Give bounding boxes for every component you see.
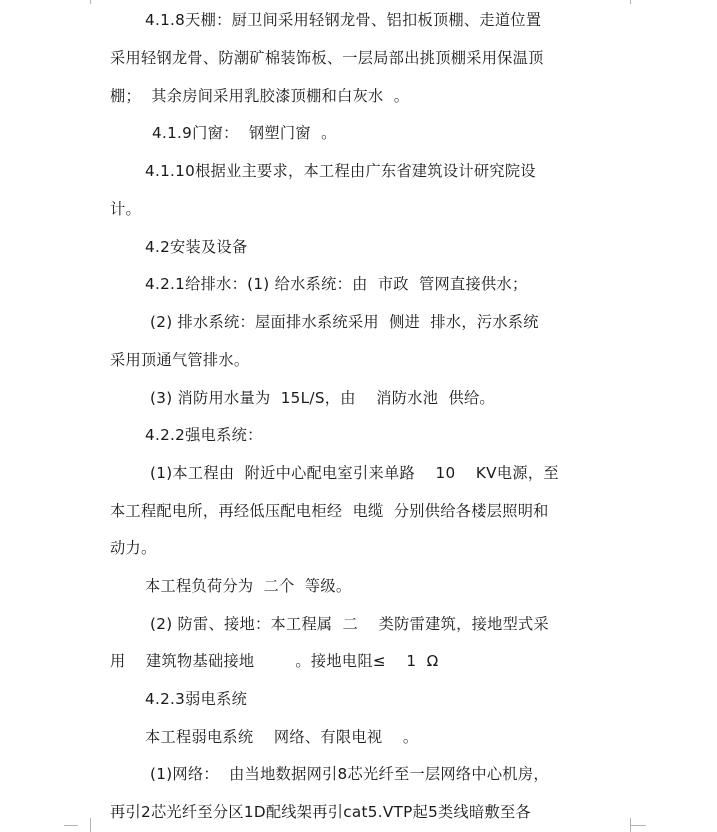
text-line: 采用顶通气管排水。	[110, 351, 250, 369]
text-line: 本工程负荷分为 二个 等级。	[145, 577, 352, 595]
crop-mark-bottom-right-horizontal	[630, 825, 646, 826]
text-line: 本工程弱电系统 网络、有限电视 。	[145, 728, 419, 746]
crop-mark-bottom-left-horizontal	[64, 825, 78, 826]
text-line: 计。	[110, 200, 141, 218]
text-line: (1)网络： 由当地数据网引8芯光纤至一层网络中心机房，	[150, 765, 549, 783]
section-heading: 4.2.2强电系统：	[145, 426, 263, 444]
text-line: (2) 排水系统：屋面排水系统采用 侧进 排水，污水系统	[150, 313, 539, 331]
text-line: 用 建筑物基础接地 。接地电阻≤ 1 Ω	[110, 652, 439, 670]
text-line: 棚； 其余房间采用乳胶漆顶棚和白灰水 。	[110, 87, 410, 105]
text-line: 4.1.9门窗： 钢塑门窗 。	[152, 124, 337, 142]
text-line: (3) 消防用水量为 15L/S，由 消防水池 供给。	[150, 389, 495, 407]
crop-mark-top-right	[630, 0, 645, 4]
text-line: 再引2芯光纤至分区1D配线架再引cat5.VTP起5类线暗敷至各	[110, 803, 531, 821]
text-line: 本工程配电所，再经低压配电柜经 电缆 分别供给各楼层照明和	[110, 502, 549, 520]
crop-mark-bottom-left	[76, 818, 91, 832]
section-heading: 4.2.3弱电系统	[145, 690, 248, 708]
text-line: 4.1.8天棚：厨卫间采用轻钢龙骨、铝扣板顶棚、走道位置	[145, 11, 542, 29]
text-line: 采用轻钢龙骨、防潮矿棉装饰板、一层局部出挑顶棚采用保温顶	[110, 49, 544, 67]
crop-mark-top-left	[76, 0, 91, 4]
text-line: 4.1.10根据业主要求，本工程由广东省建筑设计研究院设	[145, 162, 536, 180]
text-line: 4.2.1给排水：(1) 给水系统：由 市政 管网直接供水；	[145, 275, 528, 293]
text-line: (1)本工程由 附近中心配电室引来单路 10 KV电源，至	[150, 464, 559, 482]
text-line: (2) 防雷、接地：本工程属 二 类防雷建筑，接地型式采	[150, 615, 550, 633]
section-heading: 4.2安装及设备	[145, 238, 248, 256]
text-line: 动力。	[110, 539, 157, 557]
